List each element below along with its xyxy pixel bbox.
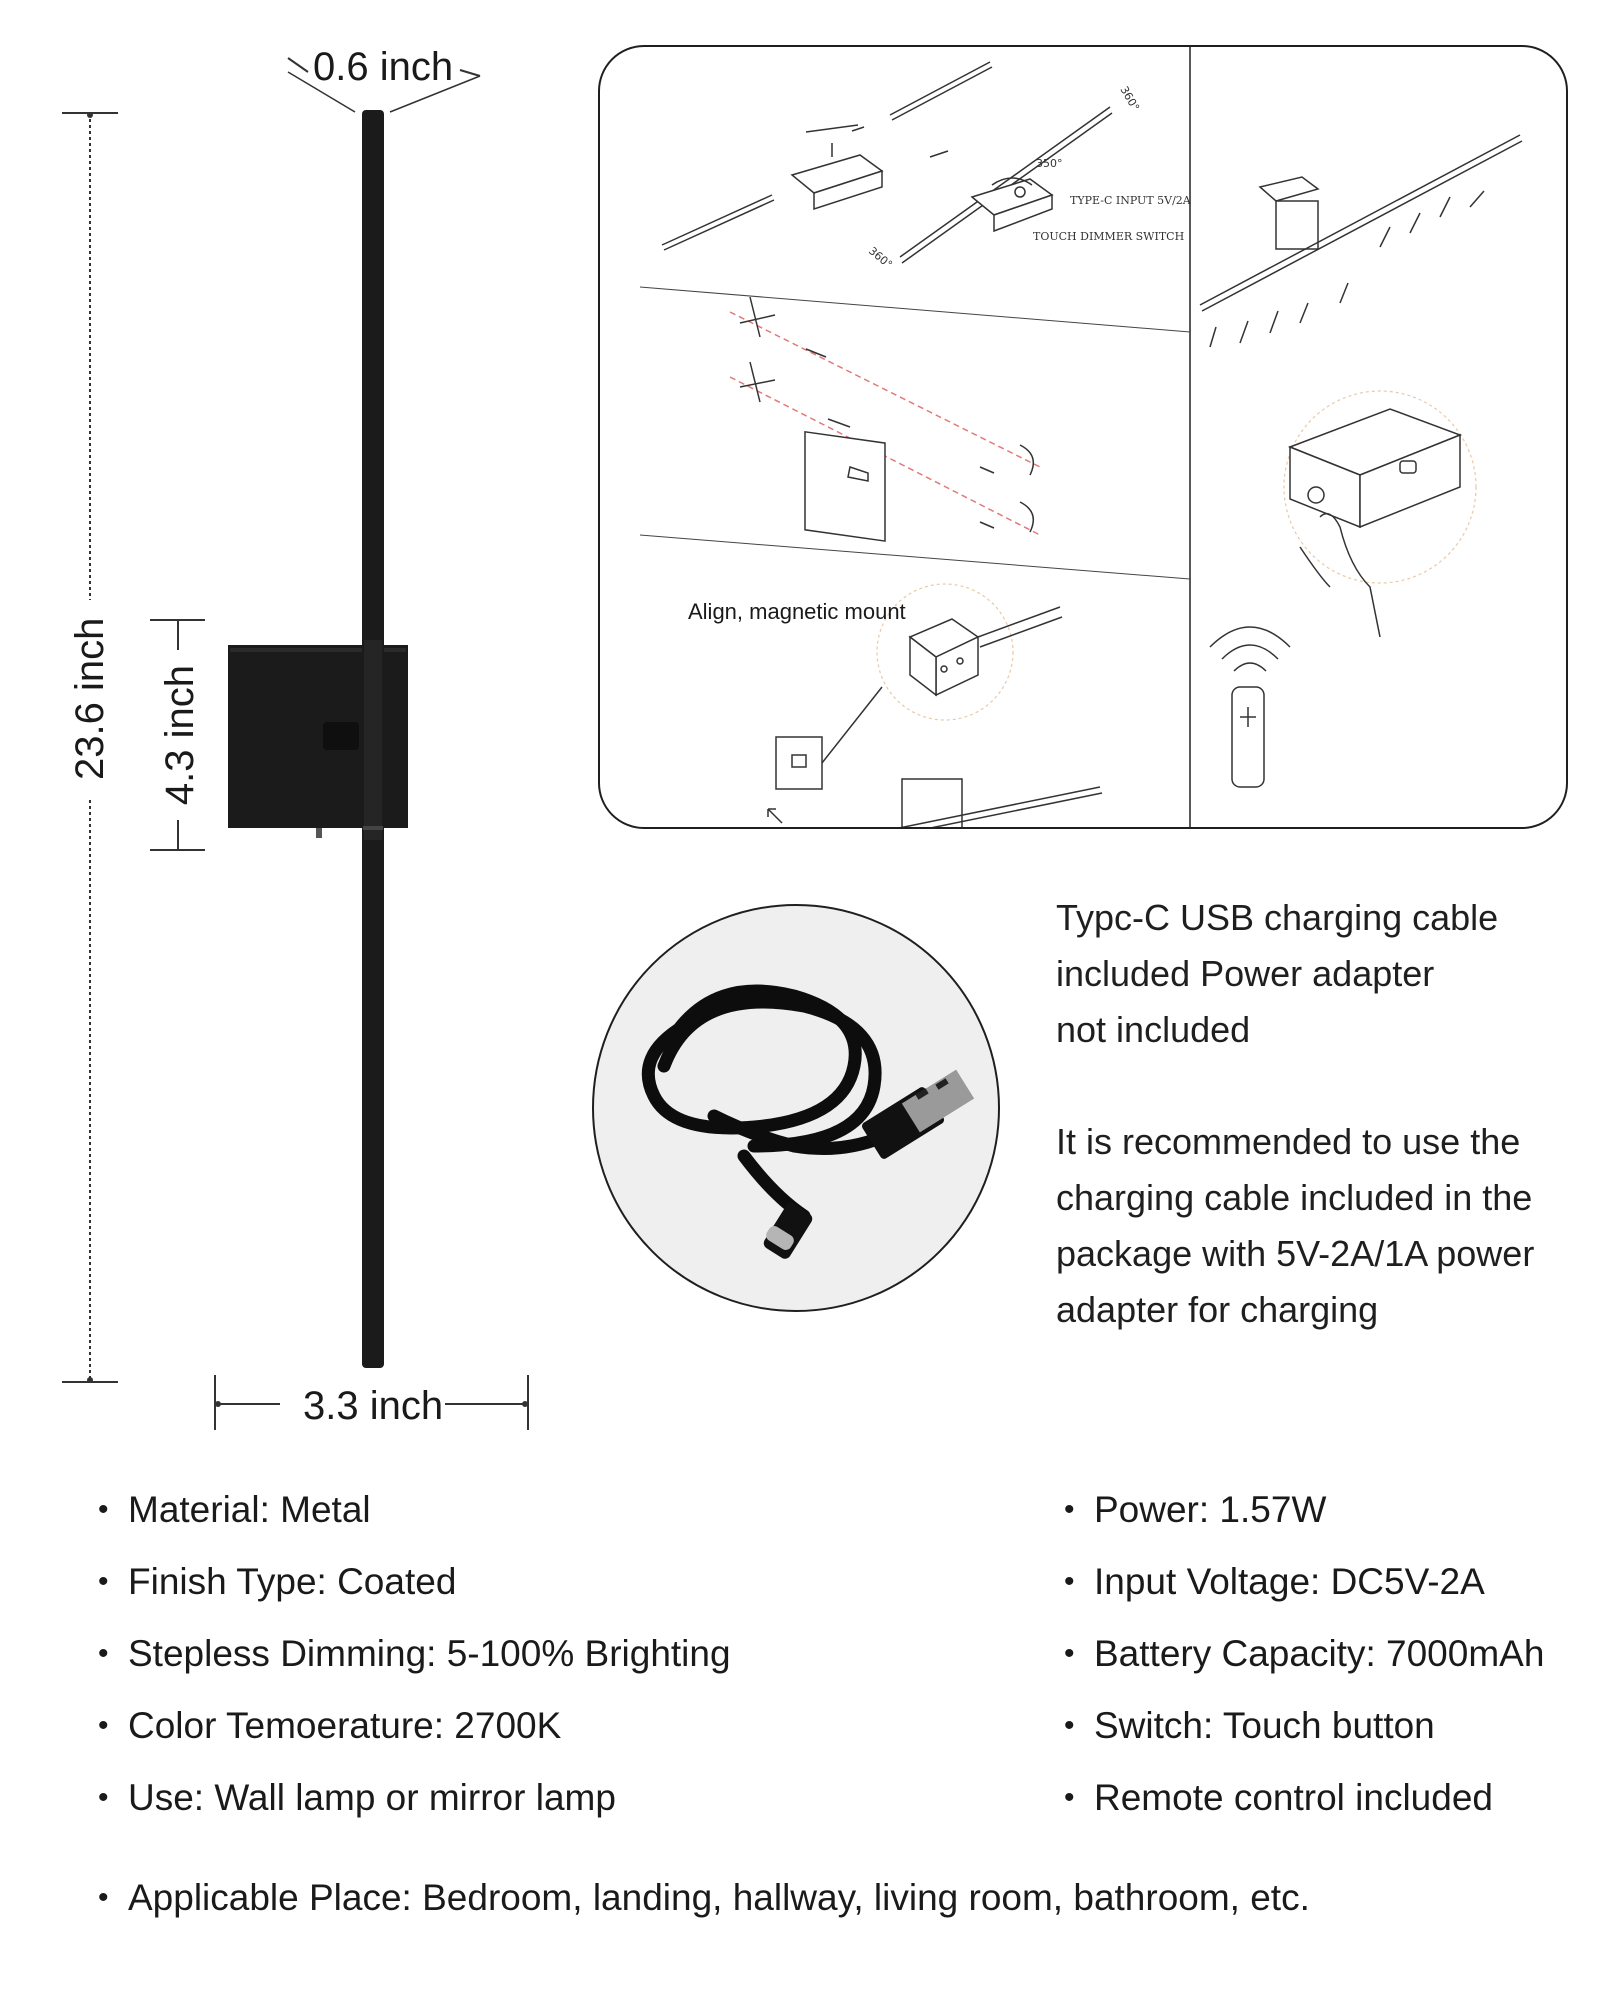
touch-dimmer-label: TOUCH DIMMER SWITCH <box>1033 230 1185 243</box>
usb-cable-illustration <box>594 906 998 1310</box>
cable-recommendation-line-2: charging cable included in the <box>1056 1177 1533 1218</box>
align-magnetic-label: Align, magnetic mount <box>688 599 906 624</box>
wall-mount-step <box>730 297 1040 541</box>
specs-right-list <box>1064 1474 1545 1834</box>
total-height-label: 23.6 inch <box>68 617 112 780</box>
spec-applicable-place: • Applicable Place: Bedroom, landing, hallway, living room, bathroom, etc. <box>98 1877 1310 1918</box>
spec-color-temperature: • Color Temoerature: 2700K <box>98 1705 562 1746</box>
spec-dimming: • Stepless Dimming: 5-100% Brighting <box>98 1633 731 1674</box>
spec-switch: • Switch: Touch button <box>1064 1705 1435 1746</box>
spec-use: • Use: Wall lamp or mirror lamp <box>98 1777 616 1818</box>
cable-recommendation-line-4: adapter for charging <box>1056 1289 1379 1330</box>
specs-bottom-list <box>98 1862 1310 1934</box>
cable-recommendation-line-3: package with 5V-2A/1A power <box>1056 1233 1535 1274</box>
cable-recommendation <box>1056 1114 1586 1338</box>
spec-power: • Power: 1.57W <box>1064 1489 1327 1530</box>
cable-info-line-2: included Power adapter <box>1056 953 1435 994</box>
spec-remote-control: • Remote control included <box>1064 1777 1493 1818</box>
lamp-joint <box>323 722 359 750</box>
spec-input-voltage: • Input Voltage: DC5V-2A <box>1064 1561 1485 1602</box>
spec-battery-capacity: • Battery Capacity: 7000mAh <box>1064 1633 1545 1674</box>
cable-info-line-3: not included <box>1056 1009 1251 1050</box>
bottom-width-label: 3.3 inch <box>303 1384 444 1428</box>
cable-info-line-1: Typc-C USB charging cable <box>1056 897 1499 938</box>
rotation-360-label-b: 360° <box>866 244 895 272</box>
installation-diagram <box>600 47 1566 827</box>
plate-height-label: 4.3 inch <box>158 664 202 806</box>
cable-photo <box>592 904 1000 1312</box>
specs-left-list <box>98 1474 731 1834</box>
typec-input-label: TYPE-C INPUT 5V/2A <box>1070 194 1191 207</box>
cable-info <box>1056 890 1586 1058</box>
cable-recommendation-line-1: It is recommended to use the <box>1056 1121 1521 1162</box>
spec-material: • Material: Metal <box>98 1489 371 1530</box>
installation-diagram-panel <box>598 45 1568 829</box>
rotation-360-label: 360° <box>1117 84 1142 114</box>
top-width-label: 0.6 inch <box>313 45 454 89</box>
rotation-350-label: 350° <box>1036 157 1063 170</box>
spec-finish-type: • Finish Type: Coated <box>98 1561 457 1602</box>
touch-remote-step <box>1200 135 1522 787</box>
